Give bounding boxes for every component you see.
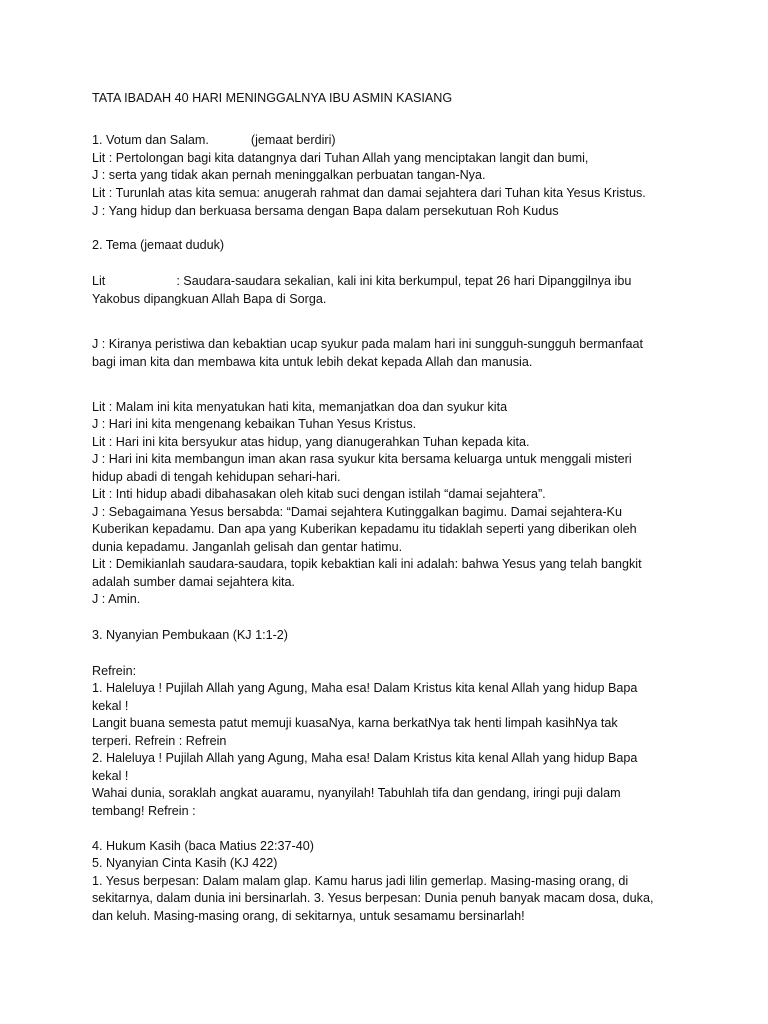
liturgy-line: Lit : Demikianlah saudara-saudara, topik kebaktian kali ini adalah: bahwa Yesus yang telah bangkit (92, 557, 642, 571)
text-line: dunia kepadamu. Janganlah gelisah dan gentar hatimu. (92, 540, 403, 554)
text-line: Kuberikan kepadamu. Dan apa yang Kuberikan kepadamu itu tidaklah seperti yang diberikan oleh (92, 522, 637, 536)
section-heading: 5. Nyanyian Cinta Kasih (KJ 422) (92, 856, 278, 870)
congregation-line: J : Hari ini kita membangun iman akan rasa syukur kita bersama keluarga untuk menggali misteri (92, 452, 632, 466)
refrain-heading: Refrein: (92, 664, 137, 678)
hymn-verse-line: terperi. Refrein : Refrein (92, 734, 227, 748)
text-line: bagi iman kita dan membawa kita untuk lebih dekat kepada Allah dan manusia. (92, 355, 533, 369)
congregation-line: J : Amin. (92, 592, 141, 606)
section-heading: 3. Nyanyian Pembukaan (KJ 1:1-2) (92, 628, 289, 642)
text-line: adalah sumber damai sejahtera kita. (92, 575, 296, 589)
hymn-verse-line: 2. Haleluya ! Pujilah Allah yang Agung, Maha esa! Dalam Kristus kita kenal Allah yang hidup Bapa (92, 751, 638, 765)
liturgy-line: Lit : Inti hidup abadi dibahasakan oleh kitab suci dengan istilah “damai sejahtera”. (92, 487, 546, 501)
instruction-note: (jemaat berdiri) (250, 133, 336, 147)
hymn-verse-line: kekal ! (92, 699, 129, 713)
congregation-line: J : serta yang tidak akan pernah meninggalkan perbuatan tangan-Nya. (92, 168, 486, 182)
congregation-line: J : Sebagaimana Yesus bersabda: “Damai sejahtera Kutinggalkan bagimu. Damai sejahtera-Ku (92, 505, 622, 519)
section-heading: 4. Hukum Kasih (baca Matius 22:37-40) (92, 839, 314, 853)
congregation-line: J : Hari ini kita mengenang kebaikan Tuhan Yesus Kristus. (92, 417, 417, 431)
congregation-line: J : Kiranya peristiwa dan kebaktian ucap syukur pada malam hari ini sungguh-sungguh bermanfaat (92, 337, 643, 351)
section-heading: 1. Votum dan Salam. (92, 133, 209, 147)
section-heading: 2. Tema (jemaat duduk) (92, 238, 225, 252)
liturgy-line (92, 273, 682, 291)
hymn-verse-line: Wahai dunia, soraklah angkat auaramu, nyanyilah! Tabuhlah tifa dan gendang, iringi puji dalam (92, 786, 621, 800)
liturgy-line: Lit : Pertolongan bagi kita datangnya dari Tuhan Allah yang menciptakan langit dan bumi, (92, 151, 589, 165)
hymn-verse-line: 1. Yesus berpesan: Dalam malam glap. Kamu harus jadi lilin gemerlap. Masing-masing orang, di (92, 874, 629, 888)
hymn-verse-line: kekal ! (92, 769, 129, 783)
liturgy-line: Lit : Turunlah atas kita semua: anugerah rahmat dan damai sejahtera dari Tuhan kita Yesus Kristus. (92, 186, 646, 200)
hymn-verse-line: 1. Haleluya ! Pujilah Allah yang Agung, Maha esa! Dalam Kristus kita kenal Allah yang hidup Bapa (92, 681, 638, 695)
text-line: hidup abadi di tengah kehidupan sehari-hari. (92, 470, 341, 484)
liturgy-line: Lit : Hari ini kita bersyukur atas hidup, yang dianugerahkan Tuhan kepada kita. (92, 435, 530, 449)
congregation-line: J : Yang hidup dan berkuasa bersama dengan Bapa dalam persekutuan Roh Kudus (92, 204, 559, 218)
document-title: TATA IBADAH 40 HARI MENINGGALNYA IBU ASMIN KASIANG (92, 91, 453, 105)
speaker-label: Lit (92, 274, 106, 288)
hymn-verse-line: tembang! Refrein : (92, 804, 196, 818)
text-line: Yakobus dipangkuan Allah Bapa di Sorga. (92, 292, 327, 306)
section-votum (92, 132, 682, 150)
liturgy-line: Lit : Malam ini kita menyatukan hati kita, memanjatkan doa dan syukur kita (92, 400, 508, 414)
hymn-verse-line: dan keluh. Masing-masing orang, di sekitarnya, untuk sesamamu bersinarlah! (92, 909, 525, 923)
line-text: : Saudara-saudara sekalian, kali ini kita berkumpul, tepat 26 hari Dipanggilnya ibu (176, 274, 632, 288)
hymn-verse-line: Langit buana semesta patut memuji kuasaNya, karna berkatNya tak henti limpah kasihNya tak (92, 716, 618, 730)
hymn-verse-line: sekitarnya, dalam dunia ini bersinarlah. 3. Yesus berpesan: Dunia penuh banyak macam dosa, duka, (92, 891, 654, 905)
